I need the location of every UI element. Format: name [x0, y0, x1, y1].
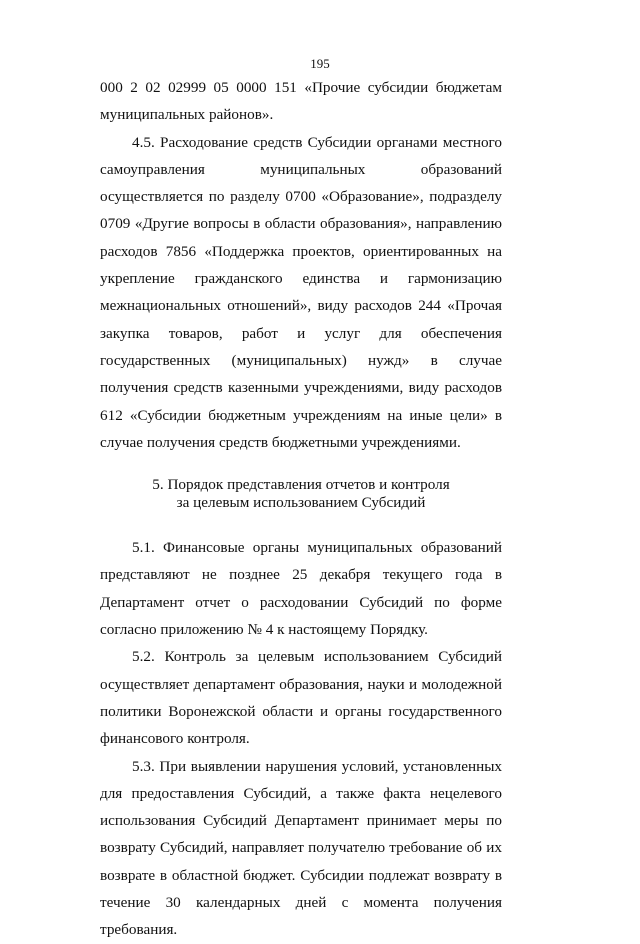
page-number: 195	[310, 56, 330, 71]
paragraph-budget-code: 000 2 02 02999 05 0000 151 «Прочие субсидии бюджетам муниципальных районов».	[100, 79, 502, 124]
section-heading-line2: за целевым использованием Субсидий	[176, 494, 426, 512]
section-heading	[100, 476, 502, 512]
section-heading-line1: 5. Порядок представления отчетов и контроля	[152, 476, 450, 494]
paragraph-5-2: 5.2. Контроль за целевым использованием Субсидий осуществляет департамент образования, науки и молодежной политики Воронежской области и органы государственного финансового контроля.	[100, 648, 502, 748]
document-body	[100, 74, 502, 944]
paragraph-5-1: 5.1. Финансовые органы муниципальных образований представляют не позднее 25 декабря текущего года в Департамент отчет о расходовании Субсидий по форме согласно приложению № 4 к настоящему Порядку.	[100, 539, 502, 639]
paragraph-5-3: 5.3. При выявлении нарушения условий, установленных для предоставления Субсидий, а также факта нецелевого использования Субсидий Департамент принимает меры по возврату Субсидий, направляет получателю требование об их возврате в областной бюджет. Субсидии подлежат возврату в течение 30 календарных дней с момента получения требования.	[100, 757, 502, 939]
paragraph-4-5: 4.5. Расходование средств Субсидии органами местного самоуправления муниципальных образований осуществляется по разделу 0700 «Образование», подразделу 0709 «Другие вопросы в области образования», направлению расходов 7856 «Поддержка проектов, ориентированных на укрепление гражданского единства и гармонизацию межнациональных отношений», виду расходов 244 «Прочая закупка товаров, работ и услуг для обеспечения государственных (муниципальных) нужд» в случае получения средств казенными учреждениями, виду расходов 612 «Субсидии бюджетным учреждениям на иные цели» в случае получения средств бюджетными учреждениями.	[100, 133, 502, 451]
